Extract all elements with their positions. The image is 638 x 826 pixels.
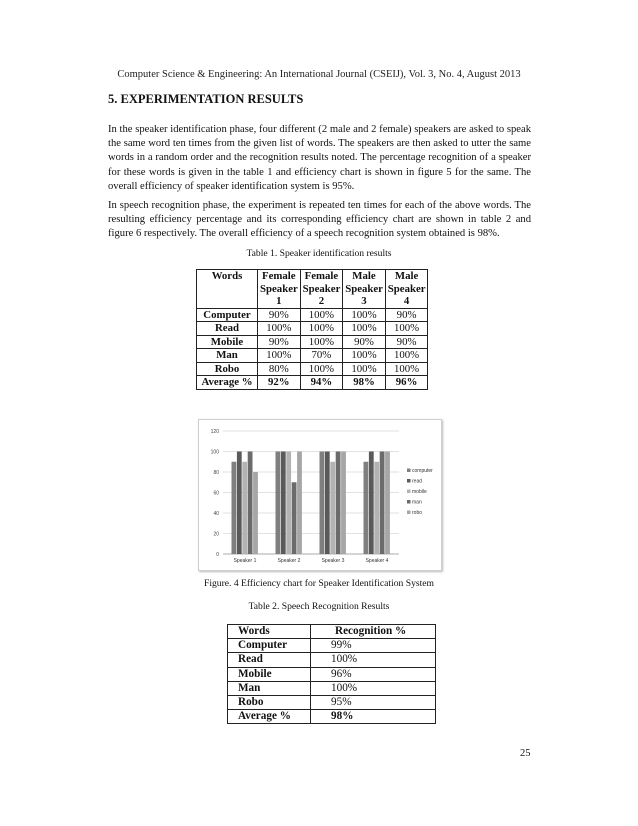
table-row bbox=[228, 696, 436, 710]
y-tick-label: 120 bbox=[210, 429, 219, 435]
table-row bbox=[197, 308, 428, 322]
table-cell: 98% bbox=[343, 376, 386, 390]
row-label: Robo bbox=[197, 362, 258, 376]
table-row bbox=[197, 322, 428, 336]
table-row bbox=[228, 667, 436, 681]
paragraph-speaker-identification: In the speaker identification phase, four different (2 male and 2 female) speakers are asked to speak the same word ten times from the given list of words. The speakers are then asked to utter the same words in a random order and the recognition results noted. The percentage recognition of a speaker for these words is given in the table 1 and efficiency chart is shown in figure 5 for the same. The overall efficiency of speaker identification system is 95%. bbox=[108, 124, 531, 192]
bar bbox=[248, 452, 253, 555]
legend-label: man bbox=[412, 499, 422, 506]
row-label: Man bbox=[228, 681, 311, 695]
row-label: Mobile bbox=[228, 667, 311, 681]
table-cell: 100% bbox=[343, 308, 386, 322]
table-cell: 100% bbox=[385, 322, 428, 336]
table-row bbox=[197, 362, 428, 376]
table2-caption: Table 2. Speech Recognition Results bbox=[248, 601, 390, 612]
table-cell: 96% bbox=[311, 667, 436, 681]
legend-label: mobile bbox=[412, 489, 427, 495]
table-cell: 80% bbox=[258, 362, 301, 376]
table-cell: 100% bbox=[385, 349, 428, 363]
section-number: 5. bbox=[108, 92, 118, 106]
bar bbox=[237, 452, 242, 555]
row-label: Average % bbox=[228, 710, 311, 724]
bar bbox=[297, 452, 302, 555]
y-tick-label: 20 bbox=[213, 531, 219, 538]
x-tick-label: Speaker 4 bbox=[365, 558, 389, 564]
bar bbox=[341, 452, 346, 555]
legend-label: robo bbox=[412, 510, 423, 516]
bar bbox=[232, 462, 237, 554]
table-row-average bbox=[228, 710, 436, 724]
table-cell: 90% bbox=[385, 308, 428, 322]
table-row bbox=[197, 349, 428, 363]
bar bbox=[369, 452, 374, 555]
bar bbox=[253, 472, 258, 554]
bar bbox=[336, 452, 341, 555]
figure-caption: Figure. 4 Efficiency chart for Speaker Identification System bbox=[204, 578, 434, 589]
y-tick-label: 40 bbox=[213, 511, 219, 517]
table-cell: 98% bbox=[311, 710, 436, 724]
table-header-row bbox=[197, 270, 428, 309]
section-heading bbox=[108, 92, 303, 107]
bar bbox=[242, 462, 247, 554]
bar bbox=[325, 452, 330, 555]
table-cell: 90% bbox=[385, 335, 428, 349]
bar bbox=[276, 452, 281, 555]
row-label: Robo bbox=[228, 696, 311, 710]
table-row-average bbox=[197, 376, 428, 390]
table-cell: 100% bbox=[300, 322, 343, 336]
y-tick-label: 60 bbox=[213, 490, 219, 497]
table-cell: 90% bbox=[258, 335, 301, 349]
bar bbox=[380, 452, 385, 555]
row-label: Read bbox=[197, 322, 258, 336]
legend-swatch bbox=[407, 511, 411, 515]
row-label: Average % bbox=[197, 376, 258, 390]
table-cell: 100% bbox=[258, 349, 301, 363]
table-row bbox=[228, 653, 436, 667]
section-title-text: EXPERIMENTATION RESULTS bbox=[120, 92, 304, 106]
speaker-identification-table bbox=[196, 269, 428, 390]
x-tick-label: Speaker 1 bbox=[233, 558, 257, 564]
table-cell: 99% bbox=[311, 639, 436, 653]
running-header: Computer Science & Engineering: An International Journal (CSEIJ), Vol. 3, No. 4, August 2013 bbox=[117, 69, 521, 80]
table-header-row bbox=[228, 625, 436, 639]
table-cell: 100% bbox=[300, 308, 343, 322]
row-label: Computer bbox=[197, 308, 258, 322]
table-cell: 100% bbox=[311, 653, 436, 667]
bar bbox=[374, 462, 379, 554]
table-cell: 70% bbox=[300, 349, 343, 363]
speech-recognition-table bbox=[227, 624, 436, 724]
table-header-cell: Words bbox=[197, 270, 258, 309]
table1-caption: Table 1. Speaker identification results bbox=[246, 248, 392, 259]
table-cell: 92% bbox=[258, 376, 301, 390]
legend-label: computer bbox=[412, 468, 433, 474]
legend-swatch bbox=[407, 490, 411, 494]
x-tick-label: Speaker 2 bbox=[277, 558, 301, 564]
table-header-cell: Male Speaker 4 bbox=[385, 270, 428, 309]
legend-label: read bbox=[412, 478, 423, 485]
legend-swatch bbox=[407, 479, 411, 483]
table-cell: 100% bbox=[300, 362, 343, 376]
table-cell: 100% bbox=[311, 681, 436, 695]
efficiency-chart bbox=[198, 419, 442, 571]
table-header-cell: Words bbox=[228, 625, 311, 639]
bar bbox=[320, 452, 325, 555]
legend-swatch bbox=[407, 500, 411, 504]
paragraph-speech-recognition: In speech recognition phase, the experiment is repeated ten times for each of the above words. The resulting efficiency percentage and its corresponding efficiency chart are shown in table 2 and figure 6 respectively. The overall efficiency of a speech recognition system obtained is 98%. bbox=[108, 200, 531, 240]
x-tick-label: Speaker 3 bbox=[321, 558, 345, 564]
table-header-cell: Female Speaker 2 bbox=[300, 270, 343, 309]
table-row bbox=[228, 639, 436, 653]
bar bbox=[330, 462, 335, 554]
table-cell: 95% bbox=[311, 696, 436, 710]
bar bbox=[385, 452, 390, 555]
table-cell: 100% bbox=[385, 362, 428, 376]
table-header-cell: Male Speaker 3 bbox=[343, 270, 386, 309]
table-cell: 90% bbox=[343, 335, 386, 349]
table-cell: 94% bbox=[300, 376, 343, 390]
bar bbox=[292, 482, 297, 554]
table-cell: 96% bbox=[385, 376, 428, 390]
row-label: Man bbox=[197, 349, 258, 363]
table-row bbox=[197, 335, 428, 349]
table-cell: 100% bbox=[343, 349, 386, 363]
bar bbox=[286, 452, 291, 555]
table-cell: 100% bbox=[300, 335, 343, 349]
y-tick-label: 100 bbox=[210, 449, 219, 456]
y-tick-label: 0 bbox=[216, 552, 219, 558]
table-cell: 100% bbox=[343, 362, 386, 376]
table-row bbox=[228, 681, 436, 695]
legend-swatch bbox=[407, 469, 411, 473]
table-cell: 100% bbox=[343, 322, 386, 336]
row-label: Computer bbox=[228, 639, 311, 653]
table-header-cell: Recognition % bbox=[311, 625, 436, 639]
table-cell: 90% bbox=[258, 308, 301, 322]
page-number: 25 bbox=[520, 748, 531, 759]
table-cell: 100% bbox=[258, 322, 301, 336]
row-label: Read bbox=[228, 653, 311, 667]
row-label: Mobile bbox=[197, 335, 258, 349]
chart-svg bbox=[199, 420, 441, 570]
table-header-cell: Female Speaker 1 bbox=[258, 270, 301, 309]
bar bbox=[364, 462, 369, 554]
bar bbox=[281, 452, 286, 555]
y-tick-label: 80 bbox=[213, 470, 219, 476]
